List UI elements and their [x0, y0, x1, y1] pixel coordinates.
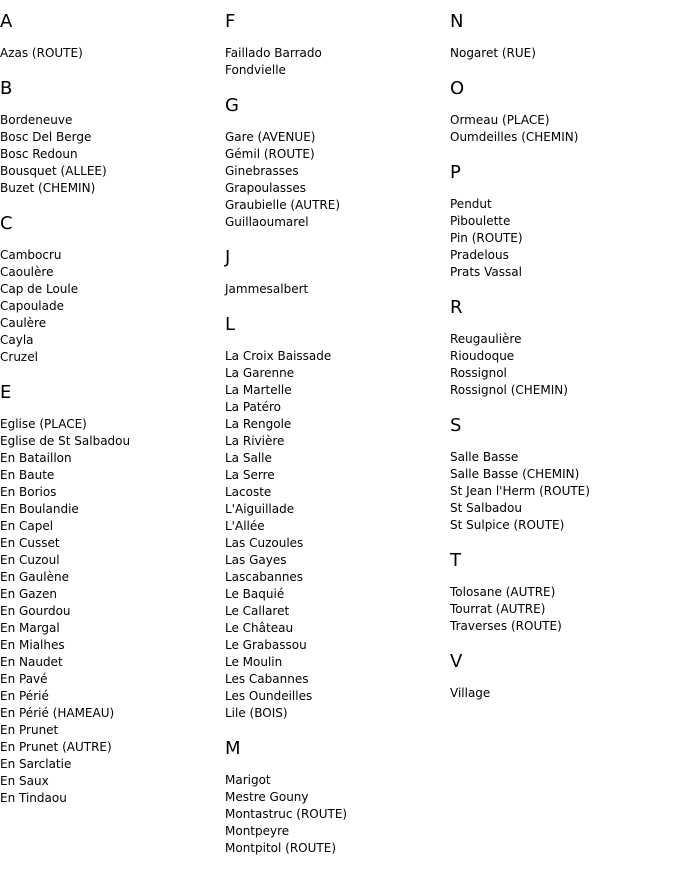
- street-name-item: En Mialhes: [0, 638, 65, 652]
- letter-section: [450, 161, 670, 296]
- street-name-item: Le Château: [225, 621, 294, 635]
- street-name-item: En Boulandie: [0, 502, 79, 516]
- street-name-item: Cruzel: [0, 350, 38, 364]
- section-spacer: [0, 197, 220, 212]
- street-name-item: Lile (BOIS): [225, 706, 288, 720]
- street-name-item: La Salle: [225, 451, 272, 465]
- section-spacer: [0, 366, 220, 381]
- street-name-item: Le Callaret: [225, 604, 290, 618]
- street-name-item: Gare (AVENUE): [225, 130, 316, 144]
- letter-section: [0, 381, 220, 807]
- section-letter-heading: T: [450, 550, 461, 571]
- section-letter-heading: R: [450, 297, 463, 318]
- letter-section: [225, 246, 445, 313]
- letter-section: [225, 313, 445, 737]
- street-name-item: Prats Vassal: [450, 265, 522, 279]
- section-spacer: [225, 79, 445, 94]
- letter-section: [450, 77, 670, 161]
- section-letter-heading: G: [225, 95, 239, 116]
- letter-section: [0, 10, 220, 77]
- street-name-item: Tourrat (AUTRE): [450, 602, 546, 616]
- street-index-column-2: [225, 10, 445, 857]
- street-name-item: Reugaulière: [450, 332, 522, 346]
- section-spacer: [225, 231, 445, 246]
- street-name-item: En Naudet: [0, 655, 63, 669]
- letter-section: [450, 414, 670, 549]
- street-name-item: Montpitol (ROUTE): [225, 841, 336, 855]
- street-name-item: Traverses (ROUTE): [450, 619, 562, 633]
- street-name-item: Las Gayes: [225, 553, 287, 567]
- street-name-item: En Pavé: [0, 672, 48, 686]
- street-name-item: Village: [450, 686, 491, 700]
- street-name-item: En Margal: [0, 621, 60, 635]
- section-letter-heading: A: [0, 11, 13, 32]
- section-spacer: [450, 635, 670, 650]
- street-name-item: Fondvielle: [225, 63, 286, 77]
- section-letter-heading: F: [225, 11, 236, 32]
- street-name-item: Buzet (CHEMIN): [0, 181, 96, 195]
- section-letter-heading: C: [0, 213, 13, 234]
- section-spacer: [225, 722, 445, 737]
- street-name-item: En Baute: [0, 468, 55, 482]
- street-index-column-3: [450, 10, 670, 702]
- street-name-item: En Tindaou: [0, 791, 67, 805]
- street-name-item: Azas (ROUTE): [0, 46, 83, 60]
- street-name-item: En Capel: [0, 519, 54, 533]
- section-letter-heading: O: [450, 78, 465, 99]
- street-name-item: En Sarclatie: [0, 757, 72, 771]
- section-letter-heading: M: [225, 738, 241, 759]
- letter-section: [225, 94, 445, 246]
- section-letter-heading: P: [450, 162, 461, 183]
- street-name-item: Graubielle (AUTRE): [225, 198, 340, 212]
- street-name-item: St Jean l'Herm (ROUTE): [450, 484, 590, 498]
- street-name-item: Les Oundeilles: [225, 689, 313, 703]
- street-name-item: En Gourdou: [0, 604, 71, 618]
- street-index-column-1: [0, 10, 220, 807]
- street-name-item: L'Aiguillade: [225, 502, 295, 516]
- street-name-item: Capoulade: [0, 299, 64, 313]
- section-spacer: [450, 281, 670, 296]
- street-name-item: L'Allée: [225, 519, 265, 533]
- letter-section: [450, 296, 670, 414]
- street-name-item: Caulère: [0, 316, 47, 330]
- section-spacer: [450, 146, 670, 161]
- street-name-item: Ginebrasses: [225, 164, 299, 178]
- street-name-item: Rossignol: [450, 366, 507, 380]
- street-name-item: St Salbadou: [450, 501, 522, 515]
- letter-section: [225, 737, 445, 857]
- section-letter-heading: J: [225, 247, 231, 268]
- section-spacer: [225, 298, 445, 313]
- street-name-item: En Prunet (AUTRE): [0, 740, 112, 754]
- street-name-item: La Garenne: [225, 366, 295, 380]
- street-name-item: Le Grabassou: [225, 638, 307, 652]
- street-name-item: En Périé: [0, 689, 49, 703]
- street-name-item: Salle Basse: [450, 450, 519, 464]
- street-name-item: Rioudoque: [450, 349, 515, 363]
- street-name-item: En Borios: [0, 485, 57, 499]
- street-name-item: La Rengole: [225, 417, 292, 431]
- street-name-item: Nogaret (RUE): [450, 46, 536, 60]
- street-name-item: Eglise de St Salbadou: [0, 434, 131, 448]
- section-letter-heading: E: [0, 382, 12, 403]
- street-name-item: Lacoste: [225, 485, 272, 499]
- street-name-item: En Bataillon: [0, 451, 72, 465]
- letter-section: [225, 10, 445, 94]
- street-name-item: La Croix Baissade: [225, 349, 332, 363]
- street-name-item: Cambocru: [0, 248, 62, 262]
- street-name-item: Mestre Gouny: [225, 790, 309, 804]
- letter-section: [450, 650, 670, 702]
- street-name-item: Oumdeilles (CHEMIN): [450, 130, 579, 144]
- section-letter-heading: S: [450, 415, 462, 436]
- section-letter-heading: L: [225, 314, 236, 335]
- street-name-item: Montpeyre: [225, 824, 290, 838]
- street-name-item: Grapoulasses: [225, 181, 306, 195]
- street-name-item: Bordeneuve: [0, 113, 73, 127]
- street-name-item: La Rivière: [225, 434, 285, 448]
- section-letter-heading: V: [450, 651, 463, 672]
- street-name-item: En Cusset: [0, 536, 60, 550]
- street-name-item: En Gaulène: [0, 570, 69, 584]
- letter-section: [0, 212, 220, 381]
- street-name-item: En Périé (HAMEAU): [0, 706, 115, 720]
- street-name-item: Bosc Del Berge: [0, 130, 92, 144]
- street-name-item: Bosc Redoun: [0, 147, 78, 161]
- section-spacer: [450, 62, 670, 77]
- street-name-item: Pendut: [450, 197, 492, 211]
- street-name-item: La Serre: [225, 468, 275, 482]
- street-name-item: Cayla: [0, 333, 34, 347]
- street-name-item: En Cuzoul: [0, 553, 60, 567]
- section-spacer: [0, 62, 220, 77]
- street-name-item: Lascabannes: [225, 570, 304, 584]
- street-name-item: Bousquet (ALLEE): [0, 164, 107, 178]
- street-name-item: En Prunet: [0, 723, 59, 737]
- street-name-item: Las Cuzoules: [225, 536, 304, 550]
- street-name-item: Salle Basse (CHEMIN): [450, 467, 580, 481]
- street-name-item: Cap de Loule: [0, 282, 79, 296]
- section-letter-heading: N: [450, 11, 464, 32]
- street-name-item: St Sulpice (ROUTE): [450, 518, 565, 532]
- section-letter-heading: B: [0, 78, 13, 99]
- letter-section: [450, 10, 670, 77]
- street-name-item: Guillaoumarel: [225, 215, 309, 229]
- street-name-item: Ormeau (PLACE): [450, 113, 550, 127]
- street-name-item: Montastruc (ROUTE): [225, 807, 348, 821]
- street-name-item: En Saux: [0, 774, 49, 788]
- street-name-item: Pin (ROUTE): [450, 231, 523, 245]
- letter-section: [0, 77, 220, 212]
- letter-section: [450, 549, 670, 650]
- street-name-item: Les Cabannes: [225, 672, 309, 686]
- street-name-item: Faillado Barrado: [225, 46, 322, 60]
- street-name-item: Pradelous: [450, 248, 509, 262]
- street-name-item: Tolosane (AUTRE): [450, 585, 556, 599]
- street-name-item: Le Baquié: [225, 587, 285, 601]
- street-name-item: Rossignol (CHEMIN): [450, 383, 568, 397]
- street-name-item: Jammesalbert: [225, 282, 309, 296]
- section-spacer: [450, 399, 670, 414]
- street-name-item: En Gazen: [0, 587, 57, 601]
- section-spacer: [450, 534, 670, 549]
- street-name-item: La Martelle: [225, 383, 292, 397]
- street-name-item: Le Moulin: [225, 655, 283, 669]
- street-name-item: Eglise (PLACE): [0, 417, 87, 431]
- street-name-item: Gémil (ROUTE): [225, 147, 315, 161]
- street-name-item: La Patéro: [225, 400, 282, 414]
- street-name-item: Caoulère: [0, 265, 54, 279]
- street-name-item: Piboulette: [450, 214, 511, 228]
- street-name-item: Marigot: [225, 773, 271, 787]
